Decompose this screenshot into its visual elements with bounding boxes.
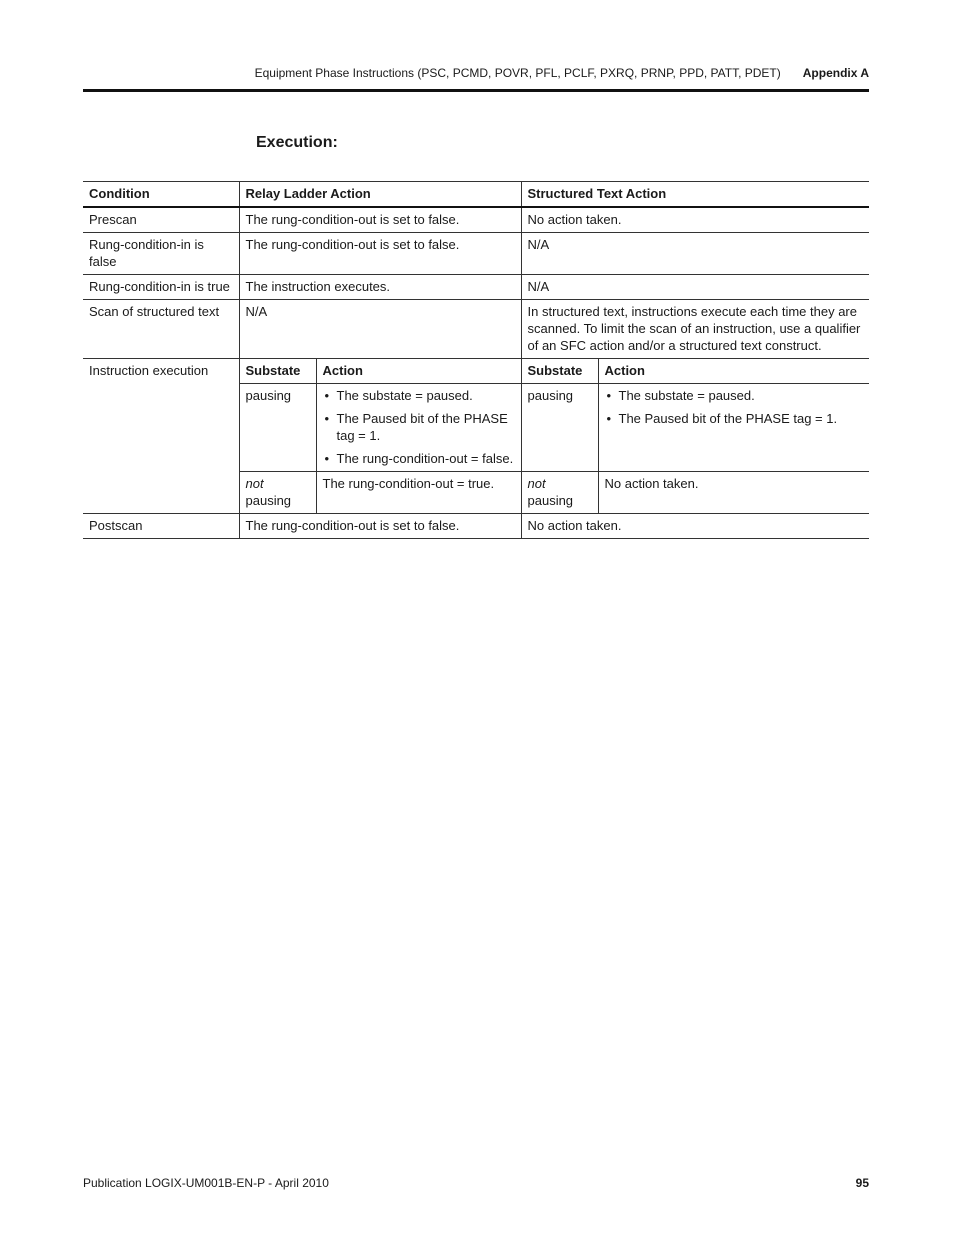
sta-cell: N/A	[521, 233, 869, 275]
action-list	[605, 387, 864, 427]
header-relay-ladder-action: Relay Ladder Action	[239, 182, 521, 208]
table-row	[83, 275, 869, 300]
execution-table	[83, 181, 869, 539]
not-word: not	[245, 476, 264, 491]
condition-cell: Rung-condition-in is false	[83, 233, 239, 275]
page-header	[83, 66, 869, 86]
not-word: not	[527, 476, 546, 491]
rla-cell: The rung-condition-out is set to false.	[239, 207, 521, 233]
sta-cell: In structured text, instructions execute each time they are scanned. To limit the scan of an instruction, use a qualifier of an SFC action and/or a structured text construct.	[521, 300, 869, 359]
sta-cell: N/A	[521, 275, 869, 300]
action-cell: No action taken.	[598, 472, 869, 514]
condition-cell: Instruction execution	[83, 359, 239, 514]
condition-cell: Scan of structured text	[83, 300, 239, 359]
header-appendix: Appendix A	[802, 66, 869, 80]
page-number: 95	[855, 1176, 869, 1190]
rla-cell: The rung-condition-out is set to false.	[239, 233, 521, 275]
action-cell	[598, 384, 869, 472]
substate-cell	[521, 472, 598, 514]
section-title: Execution:	[256, 134, 338, 151]
action-cell: The rung-condition-out = true.	[316, 472, 521, 514]
substate-cell: pausing	[521, 384, 598, 472]
table-row	[83, 233, 869, 275]
header-rule	[83, 89, 869, 92]
substate-cell: pausing	[239, 384, 316, 472]
substate-word: pausing	[245, 493, 292, 508]
table-row	[83, 514, 869, 539]
table-row	[83, 207, 869, 233]
header-condition: Condition	[83, 182, 239, 208]
subheader-action: Action	[316, 359, 521, 384]
list-item: • The Paused bit of the PHASE tag = 1.	[323, 410, 515, 444]
header-structured-text-action: Structured Text Action	[521, 182, 869, 208]
rla-cell: N/A	[239, 300, 521, 359]
list-item: • The substate = paused.	[323, 387, 515, 404]
subheader-substate: Substate	[239, 359, 316, 384]
condition-cell: Postscan	[83, 514, 239, 539]
table-header-row	[83, 182, 869, 208]
rla-cell: The instruction executes.	[239, 275, 521, 300]
condition-cell: Prescan	[83, 207, 239, 233]
substate-cell	[239, 472, 316, 514]
footer-publication: Publication LOGIX-UM001B-EN-P - April 2010	[83, 1176, 329, 1190]
action-cell	[316, 384, 521, 472]
sta-cell: No action taken.	[521, 207, 869, 233]
sta-cell: No action taken.	[521, 514, 869, 539]
list-item: • The substate = paused.	[605, 387, 864, 404]
subheader-action: Action	[598, 359, 869, 384]
subheader-substate: Substate	[521, 359, 598, 384]
action-list	[323, 387, 515, 467]
list-item: • The Paused bit of the PHASE tag = 1.	[605, 410, 864, 427]
table-row-subheader	[83, 359, 869, 384]
list-item: • The rung-condition-out = false.	[323, 450, 515, 467]
table-row	[83, 300, 869, 359]
rla-cell: The rung-condition-out is set to false.	[239, 514, 521, 539]
condition-cell: Rung-condition-in is true	[83, 275, 239, 300]
substate-word: pausing	[527, 493, 574, 508]
header-title: Equipment Phase Instructions (PSC, PCMD, POVR, PFL, PCLF, PXRQ, PRNP, PPD, PATT, PDET)	[254, 66, 781, 80]
